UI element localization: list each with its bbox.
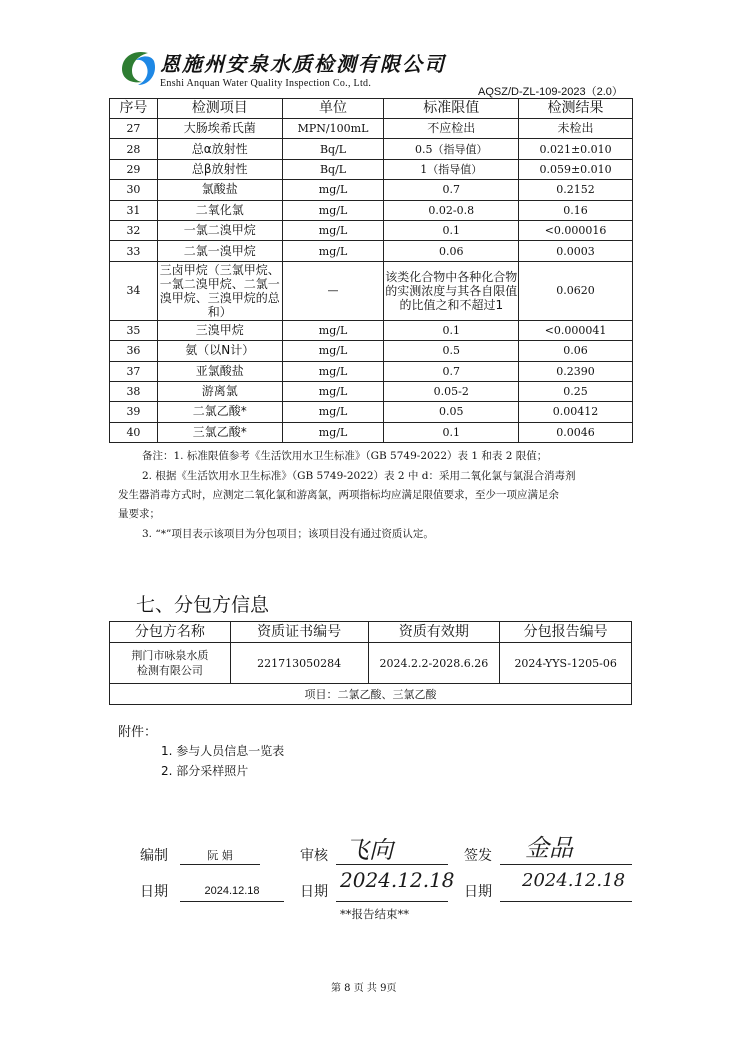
cell-no: 39: [110, 402, 158, 422]
cell-unit: mg/L: [282, 180, 384, 200]
date-label: 日期: [464, 884, 492, 900]
cell-item: 三卤甲烷（三氯甲烷、一氯二溴甲烷、二氯一溴甲烷、三溴甲烷的总和）: [157, 261, 282, 320]
table-row: [110, 261, 633, 320]
cell-unit: MPN/100mL: [282, 119, 384, 139]
cell-no: 28: [110, 139, 158, 159]
results-table: [109, 98, 633, 443]
date-line: [180, 901, 284, 902]
cell-unit: mg/L: [282, 402, 384, 422]
cell-result: 0.2390: [519, 361, 633, 381]
header-item: 检测项目: [157, 99, 282, 119]
header-result: 检测结果: [519, 99, 633, 119]
header-sub-name: 分包方名称: [110, 622, 231, 643]
document-code: AQSZ/D-ZL-109-2023（2.0）: [478, 86, 623, 98]
cell-result: 0.0620: [519, 261, 633, 320]
sign-line: [500, 864, 632, 865]
cell-no: 33: [110, 241, 158, 261]
cell-unit: mg/L: [282, 422, 384, 442]
table-row: [110, 402, 633, 422]
table-row: [110, 220, 633, 240]
cell-no: 38: [110, 381, 158, 401]
cell-no: 31: [110, 200, 158, 220]
table-row: [110, 139, 633, 159]
note-2-line2: 发生器消毒方式时，应测定二氧化氯和游离氯，两项指标均应满足限值要求，至少一项应满足余: [118, 489, 559, 501]
cell-item: 游离氯: [157, 381, 282, 401]
cell-no: 27: [110, 119, 158, 139]
table-row: [110, 684, 632, 705]
cell-item: 一氯二溴甲烷: [157, 220, 282, 240]
sign-date: 2024.12.18: [522, 870, 626, 891]
cell-limit: 0.06: [384, 241, 519, 261]
cell-unit: Bq/L: [282, 139, 384, 159]
cell-result: <0.000041: [519, 320, 633, 340]
cell-result: 0.2152: [519, 180, 633, 200]
cell-cert-no: 221713050284: [230, 643, 368, 684]
cell-unit: mg/L: [282, 320, 384, 340]
cell-no: 40: [110, 422, 158, 442]
cell-item: 总α放射性: [157, 139, 282, 159]
report-end: **报告结束**: [340, 907, 409, 921]
section-title: 七、分包方信息: [136, 594, 270, 616]
note-3: 3. “*”项目表示该项目为分包项目；该项目没有通过资质认定。: [142, 528, 434, 540]
cell-no: 35: [110, 320, 158, 340]
cell-unit: mg/L: [282, 241, 384, 261]
table-row: [110, 361, 633, 381]
cell-result: 0.0003: [519, 241, 633, 261]
cell-limit: 0.02-0.8: [384, 200, 519, 220]
header-limit: 标准限值: [384, 99, 519, 119]
cell-limit: 0.7: [384, 361, 519, 381]
sign-signature: 金品: [525, 834, 573, 862]
attachment-item: 2. 部分采样照片: [161, 764, 249, 778]
table-row: [110, 341, 633, 361]
cell-limit: 1（指导值）: [384, 159, 519, 179]
subcontractor-table: [109, 621, 632, 705]
cell-result: 0.00412: [519, 402, 633, 422]
cell-limit: 0.1: [384, 422, 519, 442]
cell-limit: 该类化合物中各种化合物的实测浓度与其各自限值的比值之和不超过1: [384, 261, 519, 320]
cell-item: 大肠埃希氏菌: [157, 119, 282, 139]
review-signature: 飞向: [345, 836, 393, 864]
cell-limit: 0.1: [384, 220, 519, 240]
cell-sub-name: [110, 643, 231, 684]
header-unit: 单位: [282, 99, 384, 119]
date-label: 日期: [300, 884, 328, 900]
table-row: [110, 422, 633, 442]
cell-item: 氯酸盐: [157, 180, 282, 200]
cell-unit: mg/L: [282, 200, 384, 220]
table-row: [110, 200, 633, 220]
cell-limit: 0.5（指导值）: [384, 139, 519, 159]
table-row: [110, 119, 633, 139]
cell-limit: 不应检出: [384, 119, 519, 139]
sub-name-line1: 荆门市咏泉水质: [131, 649, 209, 662]
cell-unit: —: [282, 261, 384, 320]
review-date: 2024.12.18: [340, 868, 455, 892]
company-logo: [118, 47, 158, 87]
cell-no: 34: [110, 261, 158, 320]
cell-item: 二氯一溴甲烷: [157, 241, 282, 261]
cell-unit: mg/L: [282, 381, 384, 401]
cell-unit: mg/L: [282, 341, 384, 361]
table-header-row: [110, 99, 633, 119]
table-header-row: [110, 622, 632, 643]
compile-line: [180, 864, 260, 865]
cell-result: 0.16: [519, 200, 633, 220]
cell-item: 二氯乙酸*: [157, 402, 282, 422]
cell-result: 0.25: [519, 381, 633, 401]
table-row: [110, 381, 633, 401]
cell-report-no: 2024-YYS-1205-06: [500, 643, 632, 684]
cell-result: 0.06: [519, 341, 633, 361]
cell-result: <0.000016: [519, 220, 633, 240]
cell-item: 亚氯酸盐: [157, 361, 282, 381]
header-cert-no: 资质证书编号: [230, 622, 368, 643]
cell-result: 未检出: [519, 119, 633, 139]
cell-no: 37: [110, 361, 158, 381]
header-validity: 资质有效期: [368, 622, 500, 643]
header-no: 序号: [110, 99, 158, 119]
date-label: 日期: [140, 884, 168, 900]
review-line: [336, 864, 448, 865]
cell-limit: 0.05: [384, 402, 519, 422]
cell-result: 0.021±0.010: [519, 139, 633, 159]
cell-item: 三氯乙酸*: [157, 422, 282, 442]
cell-limit: 0.7: [384, 180, 519, 200]
page-number: 第 8 页 共 9页: [331, 983, 397, 994]
cell-no: 36: [110, 341, 158, 361]
header-report-no: 分包报告编号: [500, 622, 632, 643]
cell-limit: 0.1: [384, 320, 519, 340]
cell-result: 0.059±0.010: [519, 159, 633, 179]
cell-item: 三溴甲烷: [157, 320, 282, 340]
compile-name: 阮 娟: [207, 849, 233, 862]
cell-unit: mg/L: [282, 361, 384, 381]
cell-limit: 0.5: [384, 341, 519, 361]
attachment-item: 1. 参与人员信息一览表: [161, 744, 285, 758]
sign-label: 签发: [464, 848, 492, 864]
date-line: [500, 901, 632, 902]
company-name-cn: 恩施州安泉水质检测有限公司: [160, 52, 446, 76]
cell-item: 氨（以N计）: [157, 341, 282, 361]
compile-label: 编制: [140, 848, 168, 864]
cell-sub-items: 项目：二氯乙酸、三氯乙酸: [110, 684, 632, 705]
note-2-line3: 量要求；: [118, 508, 160, 520]
cell-limit: 0.05-2: [384, 381, 519, 401]
cell-result: 0.0046: [519, 422, 633, 442]
table-row: [110, 320, 633, 340]
cell-unit: mg/L: [282, 220, 384, 240]
compile-date: 2024.12.18: [204, 885, 260, 897]
attachments-label: 附件：: [118, 725, 158, 740]
cell-no: 29: [110, 159, 158, 179]
table-row: [110, 180, 633, 200]
table-row: [110, 643, 632, 684]
date-line: [336, 901, 448, 902]
cell-no: 32: [110, 220, 158, 240]
cell-item: 总β放射性: [157, 159, 282, 179]
cell-item: 二氧化氯: [157, 200, 282, 220]
review-label: 审核: [300, 848, 328, 864]
cell-no: 30: [110, 180, 158, 200]
note-1: 备注：1. 标准限值参考《生活饮用水卫生标准》（GB 5749-2022）表 1 和表 2 限值；: [142, 450, 548, 462]
note-2-line1: 2. 根据《生活饮用水卫生标准》（GB 5749-2022）表 2 中 d：采用二氧化氯与氯混合消毒剂: [142, 470, 576, 482]
table-row: [110, 159, 633, 179]
cell-validity: 2024.2.2-2028.6.26: [368, 643, 500, 684]
company-name-en: Enshi Anquan Water Quality Inspection Co., Ltd.: [160, 78, 372, 89]
sub-name-line2: 检测有限公司: [136, 664, 203, 677]
table-row: [110, 241, 633, 261]
cell-unit: Bq/L: [282, 159, 384, 179]
